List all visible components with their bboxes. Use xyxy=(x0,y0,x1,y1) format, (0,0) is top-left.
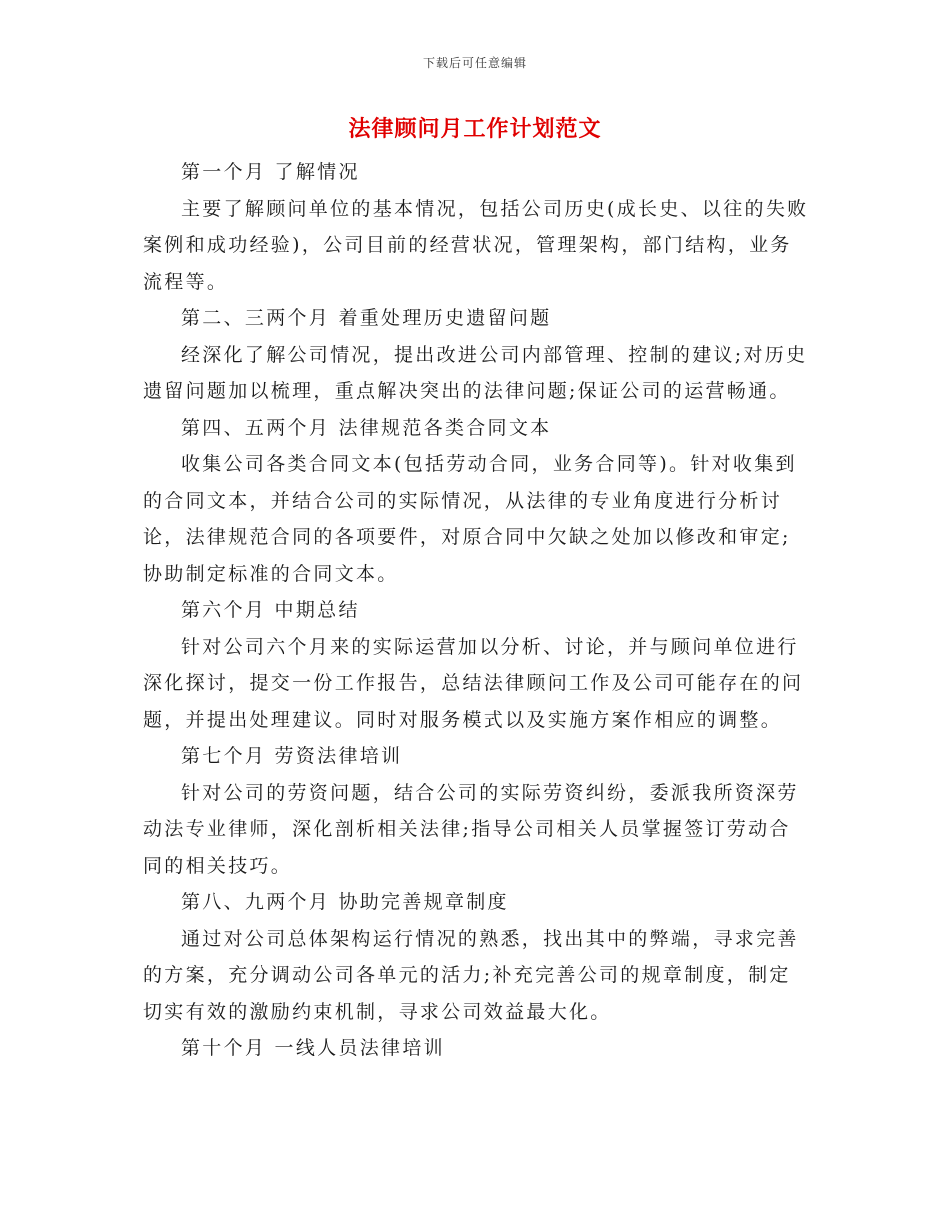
paragraph-month-2-3: 经深化了解公司情况，提出改进公司内部管理、控制的建议;对历史遗留问题加以梳理，重点解决突出的法律问题;保证公司的运营畅通。 xyxy=(143,343,808,402)
header-note: 下载后可任意编辑 xyxy=(422,56,527,70)
section-heading-month-4-5: 第四、五两个月 法律规范各类合同文本 xyxy=(181,416,552,439)
paragraph-month-8-9: 通过对公司总体架构运行情况的熟悉，找出其中的弊端，寻求完善的方案，充分调动公司各单元的活力;补充完善公司的规章制度，制定切实有效的激励约束机制，寻求公司效益最大化。 xyxy=(143,927,799,1023)
section-heading-month-10: 第十个月 一线人员法律培训 xyxy=(181,1037,445,1059)
document-body xyxy=(143,154,811,1067)
document-title: 法律顾问月工作计划范文 xyxy=(348,116,602,142)
paragraph-month-4-5: 收集公司各类合同文本(包括劳动合同，业务合同等)。针对收集到的合同文本，并结合公司的实际情况，从法律的专业角度进行分析讨论，法律规范合同的各项要件，对原合同中欠缺之处加以修改和审定;协助制定标准的合同文本。 xyxy=(143,453,797,585)
paragraph-month-6: 针对公司六个月来的实际运营加以分析、讨论，并与顾问单位进行深化探讨，提交一份工作报告，总结法律顾问工作及公司可能存在的问题，并提出处理建议。同时对服务模式以及实施方案作相应的调整。 xyxy=(143,635,804,731)
paragraph-month-7: 针对公司的劳资问题，结合公司的实际劳资纠纷，委派我所资深劳动法专业律师，深化剖析相关法律;指导公司相关人员掌握签订劳动合同的相关技巧。 xyxy=(143,781,799,877)
paragraph-month-1: 主要了解顾问单位的基本情况，包括公司历史(成长史、以往的失败案例和成功经验)，公司目前的经营状况，管理架构，部门结构，业务流程等。 xyxy=(143,197,809,293)
section-heading-month-1: 第一个月 了解情况 xyxy=(181,161,360,183)
section-heading-month-8-9: 第八、九两个月 协助完善规章制度 xyxy=(181,891,509,913)
section-heading-month-2-3: 第二、三两个月 着重处理历史遗留问题 xyxy=(181,307,552,329)
section-heading-month-7: 第七个月 劳资法律培训 xyxy=(181,745,403,767)
section-heading-month-6: 第六个月 中期总结 xyxy=(181,599,360,621)
